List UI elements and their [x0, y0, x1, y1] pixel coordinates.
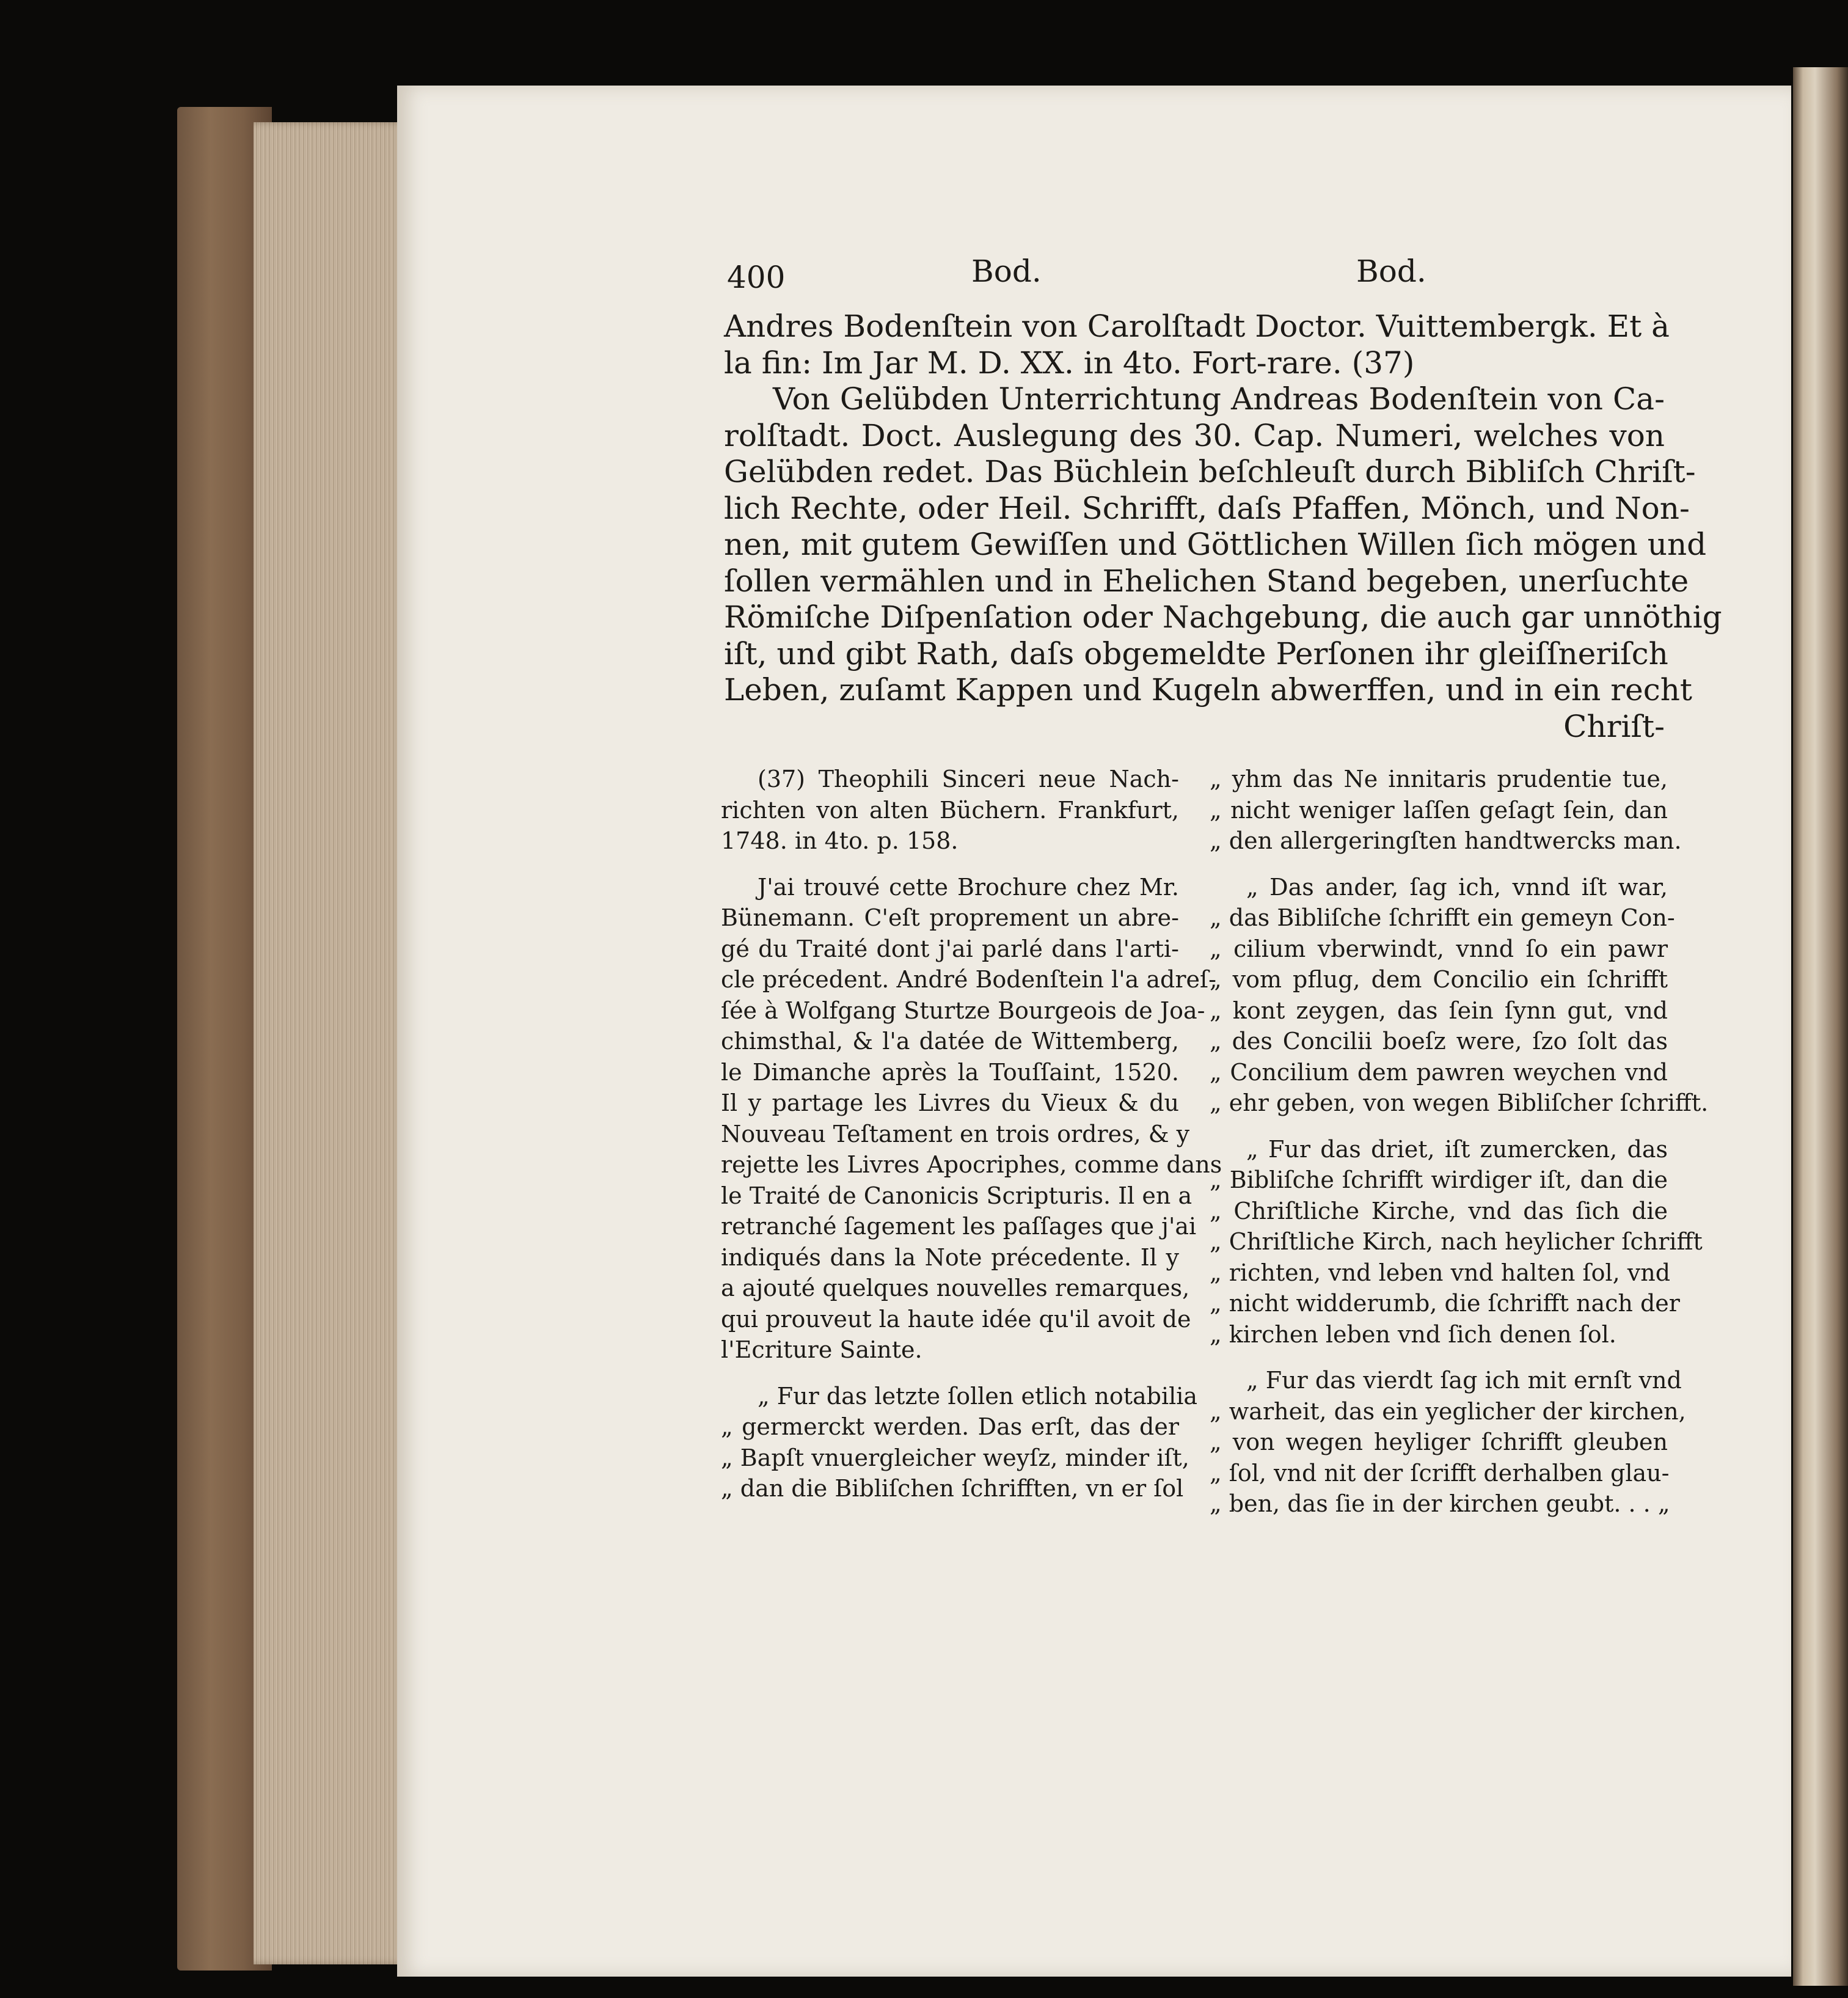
main-line: rolſtadt. Doct. Auslegung des 30. Cap. Numeri, welches von [724, 417, 1665, 453]
footnote-line: rejette les Livres Apocriphes, comme dans [721, 1151, 1222, 1178]
footnote-line: „ Das ander, ſag ich, vnnd iſt war, [1246, 873, 1668, 901]
footnote-line: „ germerckt werden. Das erſt, das der [721, 1413, 1179, 1440]
footnote-line: „ ehr geben, von wegen Bibliſcher ſchrifft. [1210, 1089, 1709, 1116]
main-line: Andres Bodenſtein von Carolſtadt Doctor. Vuittembergk. Et à [724, 309, 1670, 344]
footnote-line: „ cilium vberwindt, vnnd ſo ein pawr [1210, 935, 1668, 962]
footnote-line: „ das Bibliſche ſchrifft ein gemeyn Con- [1210, 904, 1675, 931]
running-header [727, 247, 1668, 302]
footnote-paragraph [721, 872, 1222, 1366]
main-line: Von Gelübden Unterrichtung Andreas Bodenſtein von Ca- [773, 381, 1665, 417]
footnote-line: „ ſol, vnd nit der ſcrifft derhalben glau- [1210, 1459, 1670, 1487]
main-line: ſollen vermählen und in Ehelichen Stand begeben, unerſuchte [724, 563, 1689, 599]
footnote-line: gé du Traité dont j'ai parlé dans l'arti- [721, 935, 1179, 962]
footnote-line: „ Bapſt vnuergleicher weyſz, minder iſt, [721, 1444, 1189, 1471]
footnote-line: „ nicht weniger laſſen geſagt ſein, dan [1210, 796, 1668, 824]
footnote-line: richten von alten Büchern. Frankfurt, [721, 796, 1179, 824]
footnote-line: „ den allergeringſten handtwercks man. [1210, 827, 1682, 854]
main-line: nen, mit gutem Gewiſſen und Göttlichen Willen ſich mögen und [724, 527, 1707, 562]
footnote-line: „ warheit, das ein yeglicher der kirchen, [1210, 1397, 1686, 1425]
footnote-paragraph [1210, 1134, 1703, 1350]
footnote-line: „ Fur das vierdt ſag ich mit ernſt vnd [1246, 1367, 1682, 1394]
footnote-paragraph [1210, 872, 1709, 1119]
main-line: Leben, zuſamt Kappen und Kugeln abwerffen, und in ein recht [724, 672, 1693, 708]
footnote-column-left [721, 764, 1222, 1520]
footnote-line: indiqués dans la Note précedente. Il y [721, 1243, 1179, 1271]
footnote-paragraph [1210, 764, 1682, 857]
page-stack-edges [254, 122, 406, 1964]
page-number: 400 [727, 260, 786, 295]
footnote-line: „ ben, das ſie in der kirchen geubt. . . „ [1210, 1490, 1670, 1517]
footnote-line: qui prouveut la haute idée qu'il avoit de [721, 1305, 1191, 1333]
footnote-line: 1748. in 4to. p. 158. [721, 827, 959, 854]
footnote-line: l'Ecriture Sainte. [721, 1336, 922, 1363]
footnote-line: „ kirchen leben vnd ſich denen ſol. [1210, 1320, 1616, 1348]
footnote-line: „ Bibliſche ſchrifft wirdiger iſt, dan die [1210, 1166, 1668, 1193]
footnote-line: retranché ſagement les paſſages que j'ai [721, 1213, 1197, 1240]
facing-page-edge [1793, 67, 1848, 1986]
footnote-line: „ Fur das letzte ſollen etlich notabilia [758, 1382, 1198, 1410]
right-running-head: Bod. [1356, 254, 1426, 289]
footnote-line: Bünemann. C'eſt proprement un abre- [721, 904, 1179, 931]
footnote-line: Il y partage les Livres du Vieux & du [721, 1089, 1179, 1116]
main-line: iſt, und gibt Rath, daſs obgemeldte Perſonen ihr gleiſſneriſch [724, 635, 1668, 671]
main-line: Römiſche Diſpenſation oder Nachgebung, die auch gar unnöthig [724, 599, 1722, 635]
main-line: Gelübden redet. Das Büchlein beſchleuſt durch Bibliſch Chriſt- [724, 454, 1696, 489]
footnote-line: „ des Concilii boeſz were, ſzo ſolt das [1210, 1028, 1668, 1055]
main-text-block [724, 309, 1722, 745]
footnote-line: „ dan die Bibliſchen ſchrifften, vn er ſol [721, 1475, 1184, 1502]
footnote-line: Nouveau Teſtament en trois ordres, & y [721, 1120, 1190, 1147]
footnote-line: (37) Theophili Sinceri neue Nach- [758, 766, 1179, 792]
footnote-line: „ kont zeygen, das ſein ſynn gut, vnd [1210, 997, 1668, 1024]
footnote-line: „ richten, vnd leben vnd halten ſol, vnd [1210, 1259, 1671, 1286]
main-line: lich Rechte, oder Heil. Schrifft, daſs Pfaffen, Mönch, und Non- [724, 490, 1690, 526]
footnote-line: chimsthal, & l'a datée de Wittemberg, [721, 1028, 1179, 1055]
footnote-paragraph [721, 1381, 1198, 1504]
footnote-line: „ yhm das Ne innitaris prudentie tue, [1210, 766, 1668, 792]
footnote-line: „ vom pflug, dem Concilio ein ſchrifft [1210, 966, 1668, 993]
footnote-line: „ Fur das driet, iſt zumercken, das [1246, 1135, 1668, 1163]
footnote-line: „ Concilium dem pawren weychen vnd [1210, 1058, 1668, 1086]
footnote-line: ſée à Wolfgang Sturtze Bourgeois de Joa- [721, 997, 1205, 1024]
main-line: la fin: Im Jar M. D. XX. in 4to. Fort-rare. (37) [724, 345, 1415, 381]
footnote-line: J'ai trouvé cette Brochure chez Mr. [758, 873, 1179, 901]
footnote-line: „ von wegen heyliger ſchrifft gleuben [1210, 1429, 1668, 1455]
footnote-paragraph [721, 764, 1179, 857]
footnote-line: „ Chriſtliche Kirch, nach heylicher ſchrifft [1210, 1228, 1703, 1255]
footnote-line: a ajouté quelques nouvelles remarques, [721, 1275, 1190, 1301]
footnote-line: le Dimanche après la Touſſaint, 1520. [721, 1058, 1179, 1086]
footnote-line: le Traité de Canonicis Scripturis. Il en a [721, 1182, 1192, 1209]
footnote-paragraph [1210, 1365, 1686, 1520]
catchword: Chriſt- [1563, 708, 1665, 744]
footnote-line: „ Chriſtliche Kirche, vnd das ſich die [1210, 1197, 1668, 1224]
footnote-line: „ nicht widderumb, die ſchrifft nach der [1210, 1290, 1680, 1317]
footnote-line: cle précedent. André Bodenſtein l'a adreſ- [721, 966, 1216, 993]
footnote-column-right [1210, 764, 1709, 1535]
left-running-head: Bod. [971, 254, 1042, 289]
